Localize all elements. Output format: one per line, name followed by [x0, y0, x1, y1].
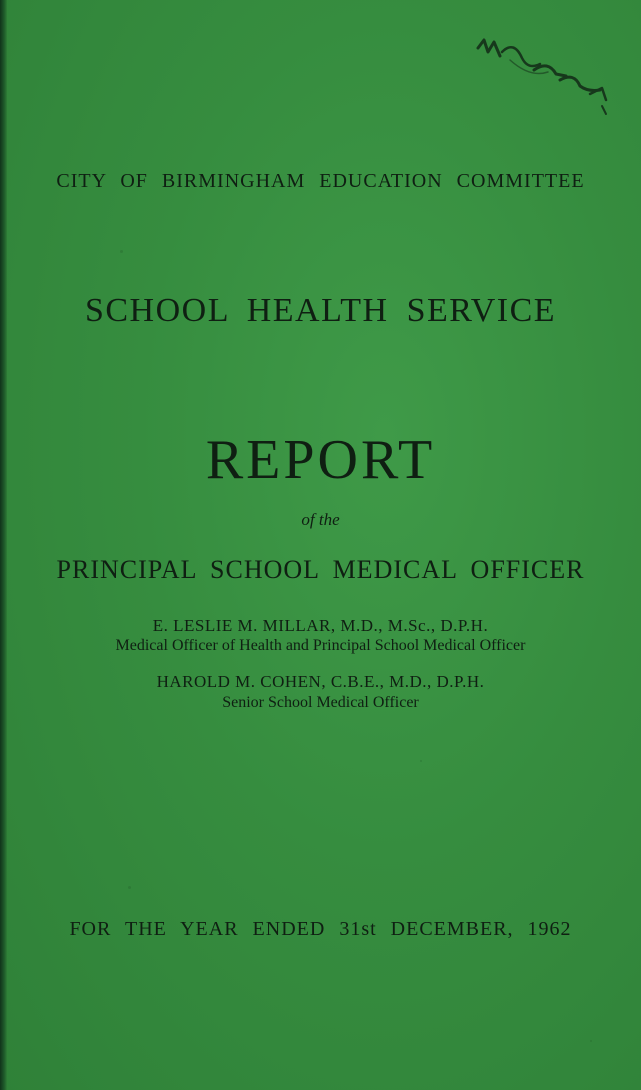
report-year-line: FOR THE YEAR ENDED 31st DECEMBER, 1962	[69, 918, 572, 940]
author-1-name: E. LESLIE M. MILLAR, M.D., M.Sc., D.P.H.	[152, 616, 489, 635]
service-title: SCHOOL HEALTH SERVICE	[84, 292, 557, 329]
report-title: REPORT	[205, 429, 436, 491]
of-the-text: of the	[301, 510, 340, 529]
committee-heading: CITY OF BIRMINGHAM EDUCATION COMMITTEE	[56, 170, 585, 192]
paper-speck	[420, 760, 422, 762]
paper-speck	[120, 250, 123, 253]
author-2-role: Senior School Medical Officer	[222, 694, 419, 711]
paper-speck	[128, 886, 131, 889]
officer-title: PRINCIPAL SCHOOL MEDICAL OFFICER	[56, 555, 585, 584]
library-stamp-mark	[470, 30, 615, 120]
author-2-name: HAROLD M. COHEN, C.B.E., M.D., D.P.H.	[156, 672, 485, 691]
author-1-role: Medical Officer of Health and Principal School Medical Officer	[115, 637, 526, 654]
paper-speck	[590, 1040, 592, 1042]
